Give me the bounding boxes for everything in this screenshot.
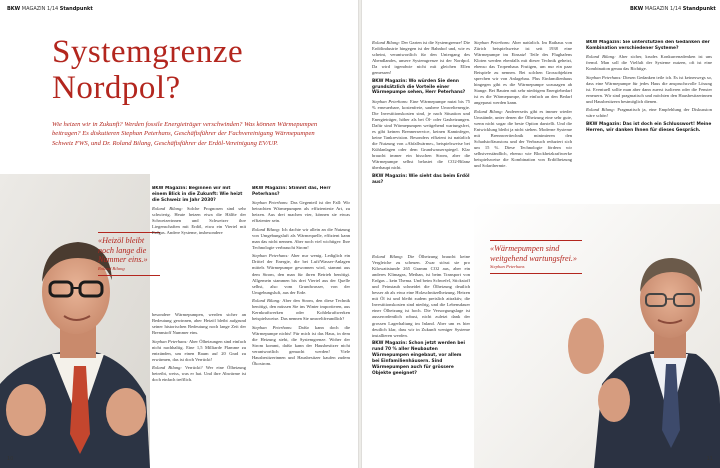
page-number-right: 11 — [706, 456, 713, 462]
portrait-illustration — [0, 174, 150, 468]
left-page — [0, 0, 358, 468]
column-3-bottom — [372, 254, 470, 462]
pull-quote-left-author: Roland Bilang — [98, 265, 125, 271]
answer-paragraph: Roland Bilang: Verrückt? Wer eine Ölheizung betreibt, weiss, was er hat. Und ihre Abwärme ist doch einfach trefflich. — [152, 365, 246, 383]
question: BKW Magazin: Stimmt das, Herr Peterhans? — [252, 186, 331, 197]
answer-paragraph: Roland Bilang: Solche Prognosen sind sehr schwierig. Heute heizen etwa die Hälfte der Schweizerinnen und Schweizer ihre Liegenschaften mit Erdöl, etwa ein Viertel mit Erdgas. Andere Systeme, insbesondere — [152, 206, 246, 236]
answer-paragraph: Stephan Peterhans: Aber nur wenig. Lediglich ein Drittel der Energie, die bei Luft/Wasser-Anlagen mittels Wärmepumpe gewonnen wird, stammt aus dem Strom, den man für ihren Betrieb benötigt. Allgemein stammen bis drei Viertel aus der Quelle selbst, also vom Grundwasser, von der Umgebungsluft, aus der Erde. — [252, 253, 350, 295]
answer-paragraph: Roland Bilang: Pragmatisch ja, eine Empfehlung der Diskussion wäre schön! — [586, 107, 712, 119]
answer-paragraph: Stephan Peterhans: Aber natürlich. Im Rathaus von Zürich beispielsweise ist seit 1938 eine Wärmepumpe im Einsatz! Teile des Flughafens Kloten werden ebenfalls mit dieser Technik geheizt, ebenso das Tropenhaus Frutigen, um nur ein paar Beispiele zu nennen. Bei solchen Grossobjekten sprechen wir von Anlagebau. Plus Einfamilienhaus hingegen gibt es die Wärmepumpe sozusagen ab Stange. Bei Bauten mit sehr niedrigem Energiebedarf ist es die Wärmepumpe, die einfach an den Bedarf angepasst werden kann. — [474, 40, 572, 106]
question: BKW Magazin: Das ist doch ein Schlusswort! Meine Herren, wir danken Ihnen für dieses Gespräch. — [586, 121, 712, 133]
answer-paragraph: Stephan Peterhans: Das Gegenteil ist der Fall: Wir betrachten Wärmepumpen als effizienteste Art, zu heizen. Aus drei machen vier, können sie etwas effizienter sein. — [252, 200, 350, 224]
page-number-left: 10 — [7, 456, 14, 462]
pull-quote-right-author: Stephan Peterhans — [490, 264, 525, 270]
column-4-top — [474, 40, 572, 200]
column-1-bottom — [152, 312, 246, 462]
running-head-left: BKW MAGAZIN 1/14 Standpunkt — [7, 6, 93, 12]
pull-quote-left — [98, 232, 160, 276]
question: BKW Magazin: Beginnen wir mit einem Blick in die Zukunft: Wie heizt die Schweiz im Jahr 2030? — [152, 186, 243, 203]
question: BKW Magazin: Schon jetzt werden bei rund 70 % aller Neubauten Wärmepumpen eingebaut, vor allem bei Einfamilienhäusern. Sind Wärmepumpen auch für grössere Objekte geeignet? — [372, 341, 465, 376]
column-5 — [586, 40, 712, 190]
pull-quote-right-text: «Wärmepumpen sind weitgehend wartungsfrei.» — [490, 244, 578, 263]
answer-paragraph: Stephan Peterhans: Dafür kann doch die Wärmepumpe nichts! Für mich ist das Haus, in dem die Heizung steht, die Systemgrenze. Woher der Strom kommt, dafür kann der Hausbesitzer nicht verantwortlich gemacht werden! Viele Hausbesitzerinnen und Hausbesitzer kaufen zudem Ökostrom. — [252, 324, 350, 366]
headline — [52, 34, 243, 106]
answer-paragraph: Roland Bilang: Andererseits gibt es immer wieder Umstände, unter denen die Ölheizung eine sehr gute, wenn nicht sogar die beste Option darstellt. Und die Entwicklung bleibt ja nicht stehen. Moderne Systeme mit Brennwerttechnik minimieren den Schadstoffausstoss und der Verbrauch reduziert sich um 15 %. Diese Technologie fördern wir selbstverständlich, ebenso wie Blockheizkraftwerke beispielsweise die Kombination von Erdölheizung und Solarthermie. — [474, 108, 572, 169]
question: BKW Magazin: Wo würden Sie denn grundsätzlich die Vorteile einer Wärmepumpe sehen, Herr Peterhans? — [372, 78, 466, 96]
column-1-top — [152, 186, 246, 240]
running-head-right: BKW MAGAZIN 1/14 Standpunkt — [630, 6, 716, 12]
answer-paragraph: Stephan Peterhans: Aber Ölheizungen sind einfach nicht nachhaltig. Eine 1,5 Milliarde Flamme zu entzünden, um einen Raum auf 20 Grad zu erwärmen, das ist doch Verrückt! — [152, 338, 246, 362]
answer-paragraph: Roland Bilang: Ich dachte wir allein an die Nutzung von Umgebungsluft als Wärmequelle, effizient kann man das nicht nennen. Aber noch viel wichtiger: Ihre Technologie verbraucht Strom! — [252, 226, 350, 250]
question: BKW Magazin: Wie sieht das beim Erdöl aus? — [372, 173, 470, 185]
column-2 — [252, 186, 350, 462]
pull-quote-left-text: «Heizöl bleibt noch lange die Nummer eins.» — [98, 236, 148, 265]
answer-paragraph: Stephan Peterhans: Eine Wärmepumpe nutzt bis 75 % erneuerbare, kostenfreie, saubere Umweltenergie. Die Investitionskosten sind, je nach Situation und Energieträger, höher als bei Öl- oder Gasheizungen. Dafür sind Wärmepumpen weitgehend wartungsfrei, es gibt keinen Brennerservice, keinen Kaminfeger, keine Tankrevision. Besonders effizient ist natürlich die Nutzung von «Abfallwärme», beispielsweise bei Kühlanlagen oder dem Grundwasserspiegel. Klar braucht immer ein bisschen Strom, aber die Wärmepumpe selbst belastet die CO2-Bilanz überhaupt nicht. — [372, 98, 470, 171]
pull-quote-right — [490, 240, 582, 274]
column-3 — [372, 40, 470, 250]
answer-paragraph: Stephan Peterhans: Diesen Gedanken teile ich. Es ist keineswegs so, dass eine Wärmepumpe für jedes Haus die anspruchsvolle Lösung ist. Eventuell sollte man aber dann zuerst isolieren oder die Fenster erneuern. Wir sind pragmatisch und möchten den Hausbesitzerinnen und Hausbesitzern bestmöglich dienen. — [586, 74, 712, 104]
portrait-photo-roland-bilang — [0, 174, 150, 468]
intro-text: Wie heizen wir in Zukunft? Werden fossile Energieträger verschwinden? Was können Wärmepumpen beitragen? Es diskutieren Stephan Peterhans, Geschäftsführer der Fachvereinigung Wärmepumpen Schweiz FWS, und Dr. Roland Bilang, Geschäftsführer der Erdöl-Vereinigung EV/UP. — [52, 121, 318, 147]
headline-line-2: Nordpol? — [52, 70, 181, 106]
right-page — [362, 0, 720, 468]
answer-paragraph: besondere Wärmepumpen, werden sicher an Bedeutung gewinnen, aber Heizöl bleibt aufgrund seiner historischen Bedeutung noch lange Zeit der Brennstoff Nummer eins. — [152, 312, 246, 336]
headline-line-1: Systemgrenze — [52, 34, 244, 70]
answer-paragraph: Roland Bilang: Aber sicher, krudes Konkurrenzdenken ist uns fremd. Man soll die Vielfalt der Systeme nutzen, oft ist eine Kombination genau das Richtige. — [586, 54, 712, 72]
question: BKW Magazin: Sie unterstützen den Gedanken der Kombination verschiedener Systeme? — [586, 40, 710, 51]
answer-paragraph: Roland Bilang: Der Garten ist die Systemgrenze! Die Erdölindustrie hingegen ist der Bahnhof und, wie es scheint, verantwortlich für den Untergang des Abendlandes, unsere Systemgrenze ist der Nordpol. Da wird irgendwie nicht mit gleichen Ellen gemessen! — [372, 40, 470, 76]
answer-paragraph: Roland Bilang: Aber den Strom, den diese Technik benötigt, den müssen Sie ins Winter importieren, aus Kernkraftwerken oder Kohlekraftwerken beispielsweise. Das nennen Sie umweltfreundlich? — [252, 298, 350, 322]
answer-paragraph: Roland Bilang: Die Ölheizung braucht keine Vergleiche zu scheuen. Zwar stösst sie pro Kilowattstunde 265 Gramm CO2 aus, aber ein anderes Klimagas, Methan, ist beim Transport von Erdgas – kein Thema. Und beim Schwefel, Stickstoff und Feinstaub schneidet die Ölheizung deutlich besser ab als etwa eine Holzschnitzelheizung. Heizen mit Öl ist und bleibt zudem preislich attraktiv, die Investitionskosten sind niedrig, und die Lebensdauer einer Ölheizung ist hoch. Die Versorgungslage ist ausserordentlich robust, nicht zuletzt dank der grossen Lagerhaltung im Inland. Aber um es hier deutlich klar, dass wir in Zukunft weniger Systeme installieren werden. — [372, 254, 470, 338]
